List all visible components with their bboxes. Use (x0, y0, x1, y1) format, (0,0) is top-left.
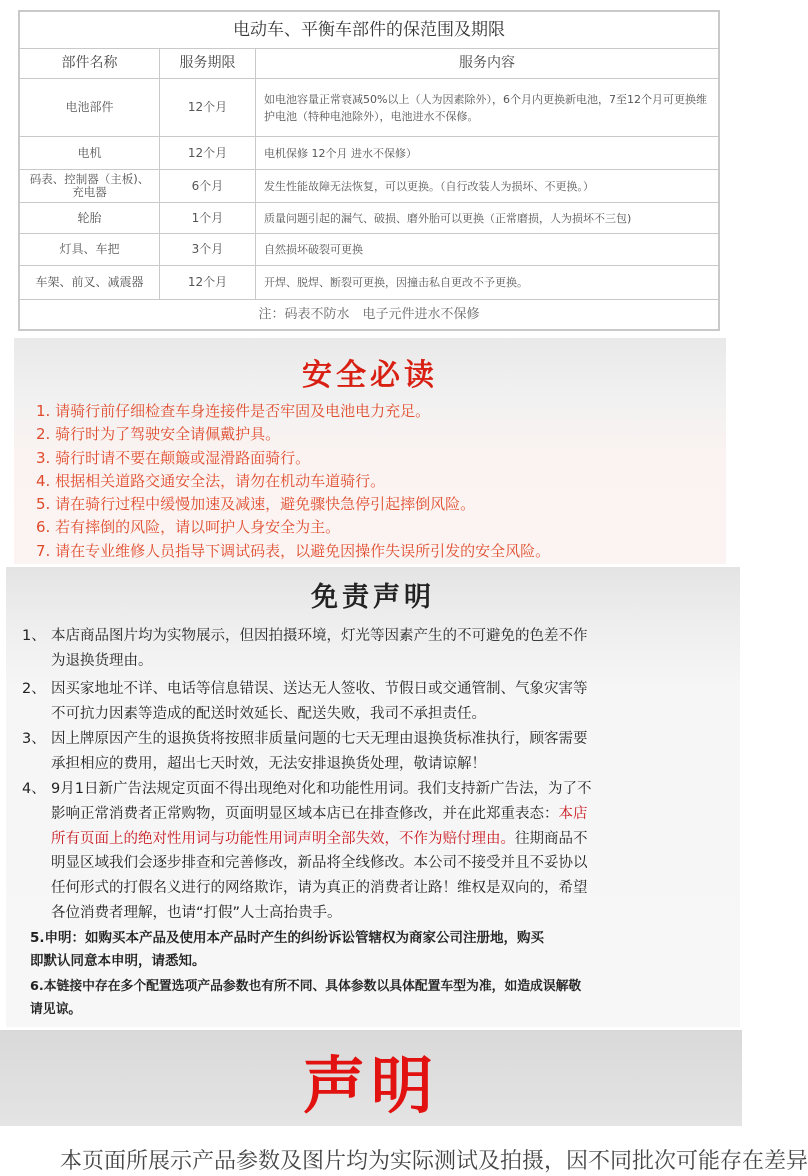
period-cell: 12个月 (160, 79, 256, 137)
list-item: 6. 若有摔倒的风险，请以呵护人身安全为主。 (36, 518, 341, 537)
period-cell: 12个月 (160, 266, 256, 300)
period-cell: 12个月 (160, 137, 256, 170)
item-line: 不可抗力因素等造成的配送时效延长、配送失败，我司不承担责任。 (51, 705, 486, 722)
list-item: 1. 请骑行前仔细检查车身连接件是否牢固及电池电力充足。 (36, 402, 431, 420)
table-row (20, 266, 719, 300)
item-number: 3、 (22, 731, 46, 747)
warranty-table (18, 10, 720, 331)
item-line: 9月1日新广告法规定页面不得出现绝对化和功能性用词。我们支持新广告法，为了不 (51, 781, 592, 797)
content-cell: 电机保修 12个月 进水不保修） (256, 137, 719, 170)
warranty-note: 注：码表不防水 电子元件进水不保修 (20, 300, 719, 330)
list-item: 2. 骑行时为了驾驶安全请佩戴护具。 (36, 425, 281, 444)
list-item: 4. 根据相关道路交通安全法，请勿在机动车道骑行。 (36, 471, 386, 490)
period-cell: 1个月 (160, 203, 256, 234)
part-cell: 码表、控制器（主板)、充电器 (20, 170, 160, 203)
content-cell: 开焊、脱焊、断裂可更换，因撞击私自更改不予更换。 (256, 266, 719, 300)
item-line: 各位消费者理解，也请“打假”人士高抬贵手。 (51, 904, 342, 921)
disclaimer-item-1 (22, 624, 732, 674)
part-cell: 电池部件 (20, 79, 160, 137)
content-cell: 自然损坏破裂可更换 (256, 234, 719, 266)
part-cell: 车架、前叉、减震器 (20, 266, 160, 300)
header-part: 部件名称 (20, 49, 160, 79)
safety-section (14, 338, 726, 564)
item-line: 5.申明：如购买本产品及使用本产品时产生的纠纷诉讼管辖权为商家公司注册地，购买 (30, 930, 545, 946)
item-line: 请见谅。 (30, 1002, 82, 1017)
list-item: 5. 请在骑行过程中缓慢加速及减速，避免骤快急停引起摔倒风险。 (36, 495, 476, 514)
item-highlight: 所有页面上的绝对性用词与功能性用词声明全部失效，不作为赔付理由。 (51, 830, 515, 847)
statement-title: 声明 (302, 1049, 439, 1122)
item-line: 任何形式的打假名义进行的网络欺诈，请为真正的消费者让路！维权是双向的，希望 (51, 880, 588, 897)
disclaimer-item-5 (30, 927, 730, 973)
disclaimer-item-3 (22, 727, 732, 777)
header-period: 服务期限 (160, 49, 256, 79)
disclaimer-section (6, 567, 740, 1027)
statement-banner (0, 1030, 742, 1126)
item-number: 4、 (22, 781, 46, 797)
part-cell: 轮胎 (20, 203, 160, 234)
warranty-title: 电动车、平衡车部件的保范围及期限 (20, 12, 719, 49)
item-line: 往期商品不 (515, 830, 588, 847)
period-cell: 6个月 (160, 170, 256, 203)
disclaimer-title: 免责声明 (311, 582, 435, 613)
part-cell: 电机 (20, 137, 160, 170)
item-number: 2、 (22, 681, 46, 697)
disclaimer-item-6 (30, 975, 738, 1021)
safety-title: 安全必读 (302, 358, 438, 393)
item-number: 1、 (22, 628, 46, 644)
safety-list (36, 400, 550, 563)
period-cell: 3个月 (160, 234, 256, 266)
item-line: 因上牌原因产生的退换货将按照非质量问题的七天无理由退换货标准执行，顾客需要 (51, 731, 588, 747)
statement-text: 本页面所展示产品参数及图片均为实际测试及拍摄，因不同批次可能存在差异 (60, 1149, 808, 1174)
item-line: 6.本链接中存在多个配置选项产品参数也有所不同、具体参数以具体配置车型为准，如造成误解敬 (30, 979, 582, 994)
content-cell: 如电池容量正常衰减50%以上（人为因素除外），6个月内更换新电池，7至12个月可更换维护电池（特种电池除外），电池进水不保修。 (256, 79, 719, 137)
list-item: 3. 骑行时请不要在颠簸或湿滑路面骑行。 (36, 448, 311, 467)
disclaimer-item-4 (22, 777, 738, 926)
part-cell: 灯具、车把 (20, 234, 160, 266)
table-row (20, 170, 719, 203)
item-line: 明显区域我们会逐步排查和完善修改，新品将全线修改。本公司不接受并且不妥协以 (51, 855, 588, 872)
list-item: 7. 请在专业维修人员指导下调试码表，以避免因操作失误所引发的安全风险。 (36, 541, 551, 560)
content-cell: 质量问题引起的漏气、破损、磨外胎可以更换（正常磨损，人为损坏不三包) (256, 203, 719, 234)
item-line: 即默认同意本申明，请悉知。 (30, 953, 206, 969)
warranty-grid (19, 11, 719, 330)
content-cell: 发生性能故障无法恢复，可以更换。（自行改装人为损坏、不更换。） (256, 170, 719, 203)
item-line: 承担相应的费用，超出七天时效，无法安排退换货处理，敬请谅解！ (51, 755, 486, 772)
item-highlight: 本店 (558, 805, 588, 822)
header-content: 服务内容 (256, 49, 719, 79)
table-row (20, 137, 719, 170)
disclaimer-item-2 (22, 677, 732, 727)
item-line: 本店商品图片均为实物展示，但因拍摄环境，灯光等因素产生的不可避免的色差不作 (51, 628, 588, 644)
table-row (20, 79, 719, 137)
item-line: 为退换货理由。 (51, 652, 153, 669)
item-line: 影响正常消费者正常购物，页面明显区域本店已在排查修改，并在此郑重表态： (51, 805, 559, 822)
table-row (20, 203, 719, 234)
item-line: 因买家地址不详、电话等信息错误、送达无人签收、节假日或交通管制、气象灾害等 (51, 681, 588, 697)
table-row (20, 234, 719, 266)
